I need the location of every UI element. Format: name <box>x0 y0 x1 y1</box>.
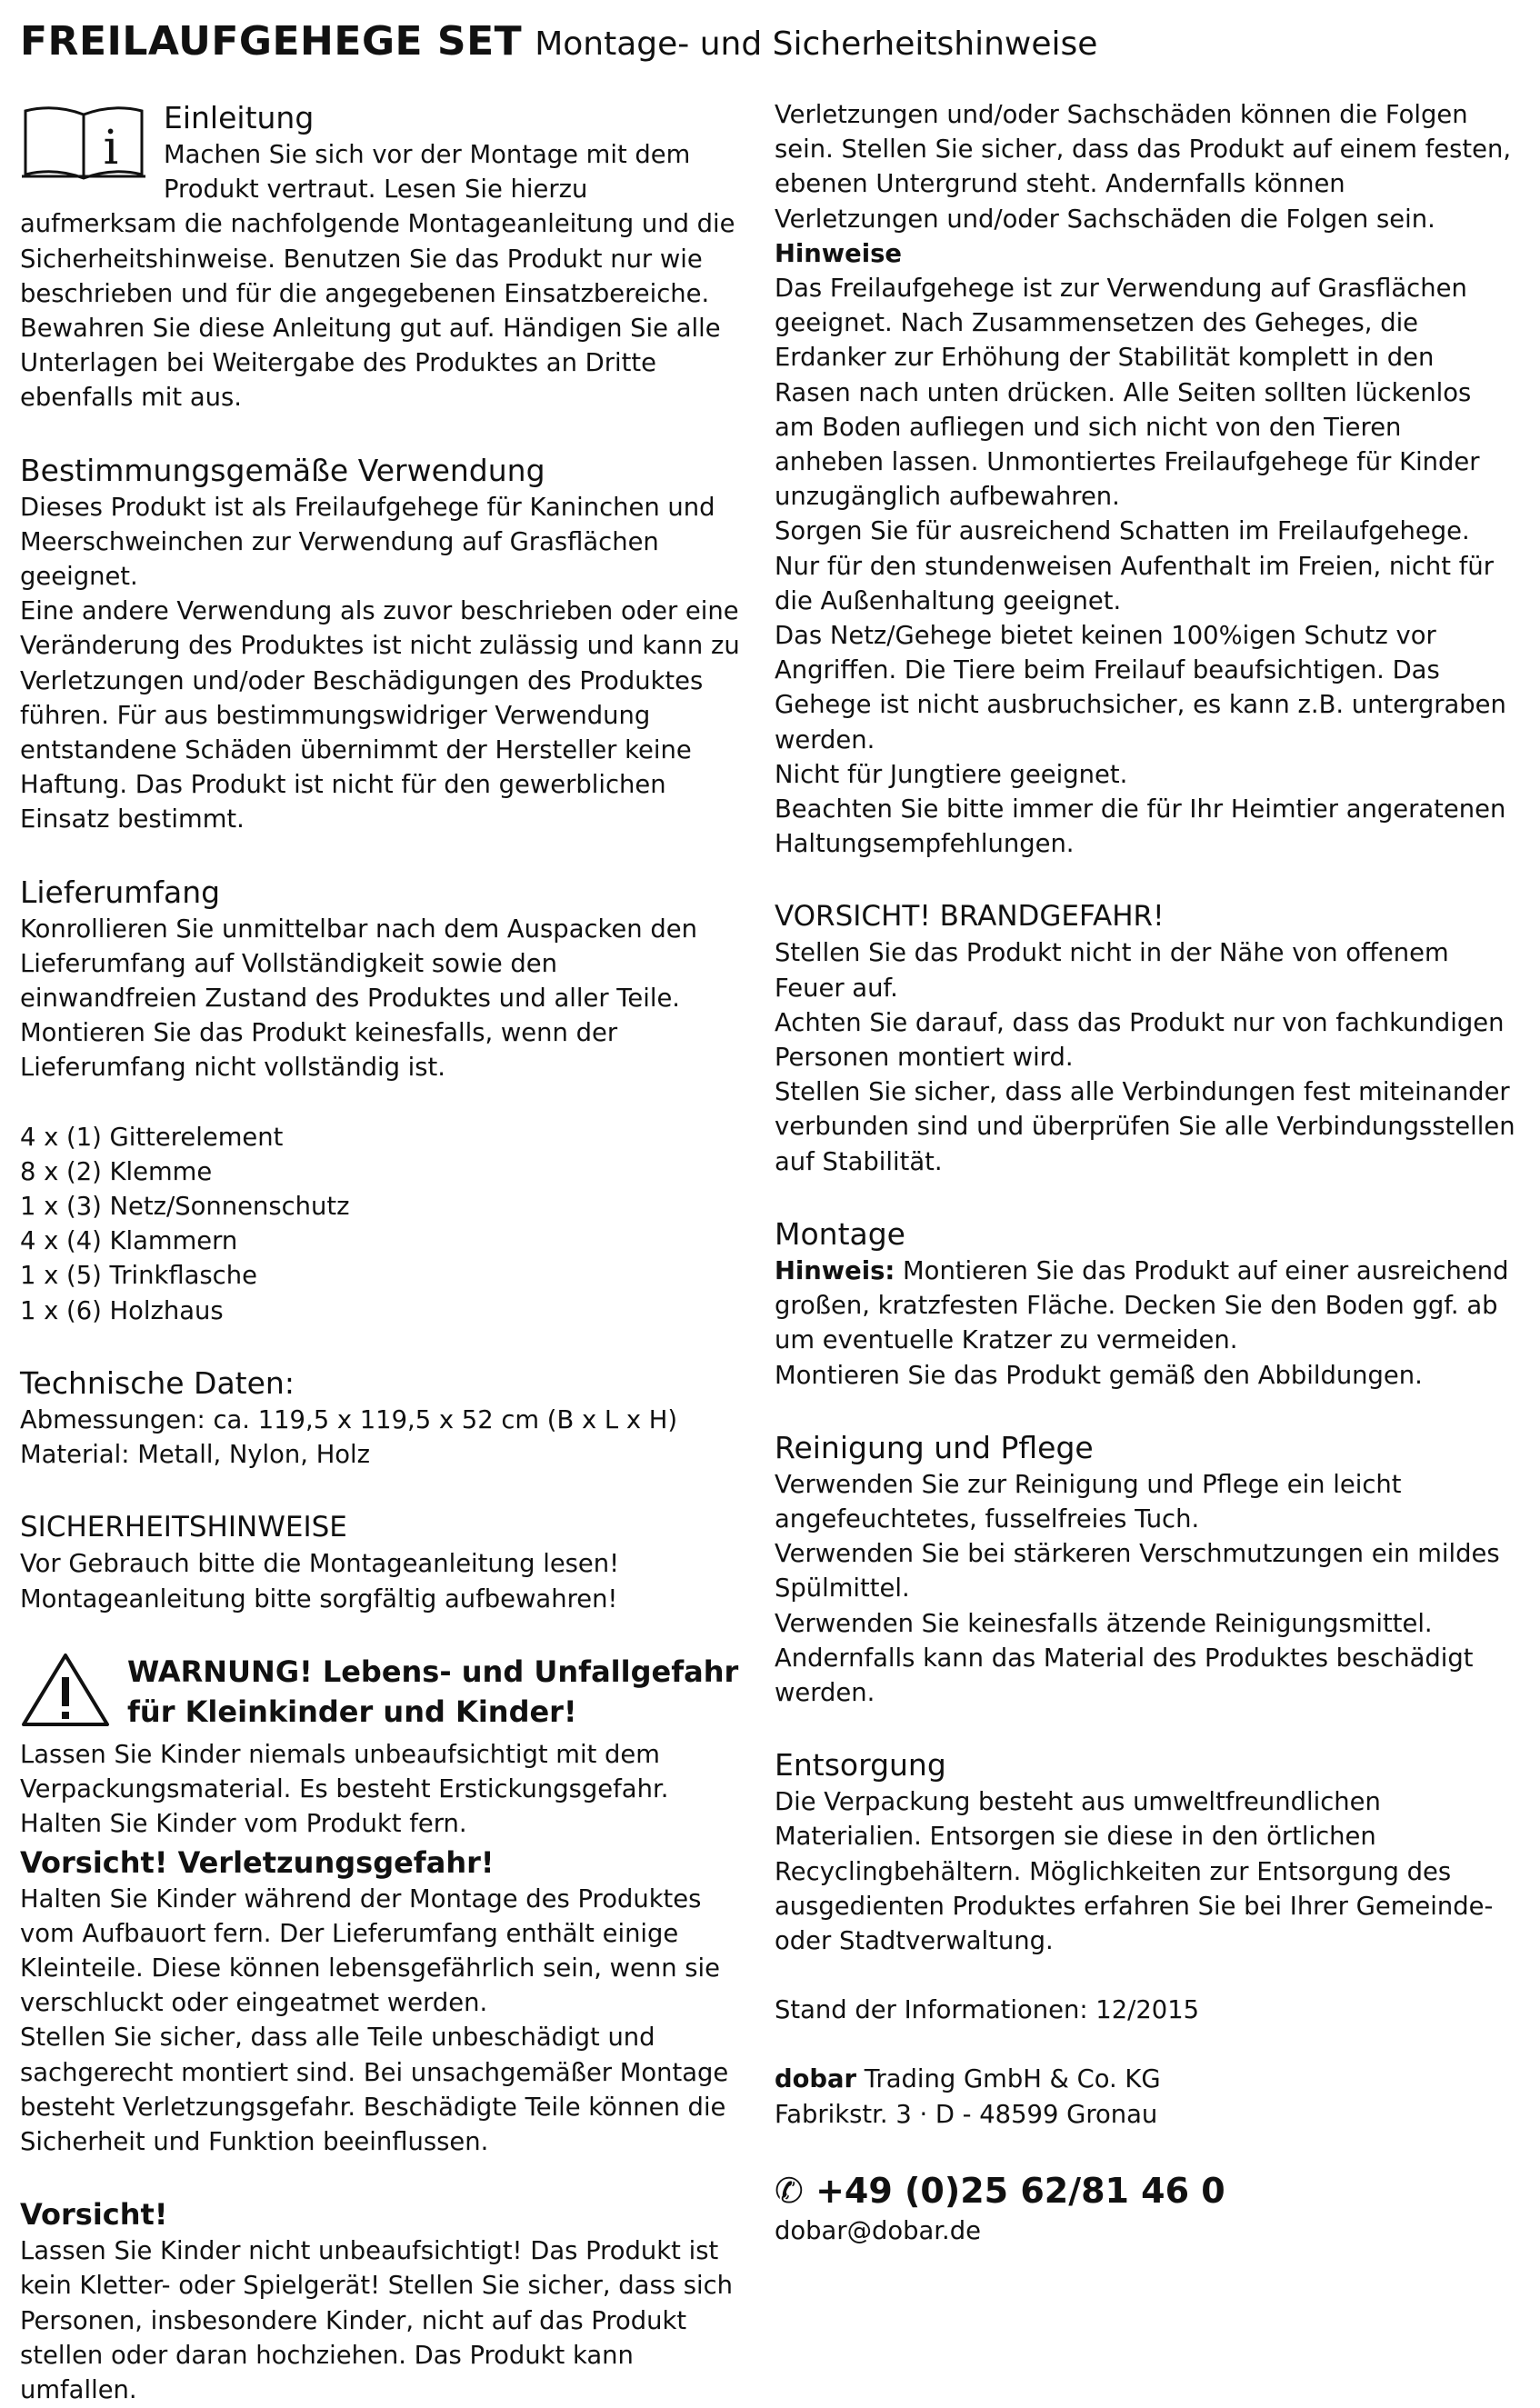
hints-text-1: Das Freilaufgehege ist zur Verwendung auf Grasflächen geeignet. Nach Zusammensetzen des Geheges, die Erdanker zur Erhöhung der Stabilität komplett in den Rasen nach unten drücken. Alle Seiten sollten lückenlos am Boden aufliegen und sich nicht von den Tieren anheben lassen. Unmontiertes Freilaufgehege für Kinder unzugänglich aufbewahren. <box>775 275 1480 512</box>
fire-text-3: Stellen Sie sicher, dass alle Verbindungen fest miteinander verbunden sind und überprüfen Sie alle Verbindungsstellen auf Stabilität. <box>775 1078 1515 1176</box>
list-item: 1 x (5) Trinkflasche <box>20 1262 257 1291</box>
warning-section <box>20 1652 740 1843</box>
page-header <box>20 18 1529 73</box>
warning-triangle-icon <box>20 1652 111 1738</box>
disposal-section <box>775 1745 1515 1959</box>
scope-list <box>20 1121 740 1329</box>
care-section <box>775 1428 1515 1711</box>
intro-text: Machen Sie sich vor der Montage mit dem Produkt vertraut. Lesen Sie hierzu aufmerksam die nachfolgende Montageanleitung und die Sicherheitshinweise. Benutzen Sie das Produkt nur wie beschrieben und für die angegebenen Einsatzbereiche. Bewahren Sie diese Anleitung gut auf. Händigen Sie alle Unterlagen bei Weitergabe des Produktes an Dritte ebenfalls mit aus. <box>20 141 735 413</box>
care-heading: Reinigung und Pflege <box>775 1429 1094 1465</box>
assembly-note-label: Hinweis: <box>775 1256 895 1285</box>
document-subtitle: Montage- und Sicherheitshinweise <box>535 25 1098 63</box>
list-item: 8 x (2) Klemme <box>20 1157 213 1186</box>
injury-text-1: Halten Sie Kinder während der Montage des Produktes vom Aufbauort fern. Der Lieferumfang enthält einige Kleinteile. Diese können lebensgefährlich sein, wenn sie verschluckt oder eingeatmet werden. <box>20 1884 721 2018</box>
hints-text-3: Nur für den stundenweisen Aufenthalt im Freien, nicht für die Außenhaltung geeignet. <box>775 552 1494 615</box>
phone-number[interactable]: +49 (0)25 62/81 46 0 <box>815 2170 1225 2211</box>
caution-section <box>20 2194 740 2408</box>
use-section <box>20 451 740 838</box>
fire-text-2: Achten Sie darauf, dass das Produkt nur von fachkundigen Personen montiert wird. <box>775 1008 1505 1073</box>
caution-text: Lassen Sie Kinder nicht unbeaufsichtigt! Das Produkt ist kein Kletter- oder Spielgerät! Stellen Sie sicher, dass sich Personen, insbesondere Kinder, nicht auf das Produkt stellen oder daran hochziehen. Das Produkt kann umfallen. <box>20 2237 734 2404</box>
care-text-1: Verwenden Sie zur Reinigung und Pflege ein leicht angefeuchtetes, fusselfreies Tuch. <box>775 1470 1402 1534</box>
intro-heading: Einleitung <box>164 100 315 135</box>
hints-text-5: Nicht für Jungtiere geeignet. <box>775 760 1128 789</box>
disposal-heading: Entsorgung <box>775 1747 946 1784</box>
tech-heading: Technische Daten: <box>20 1364 295 1401</box>
hints-section <box>775 237 1515 863</box>
use-heading: Bestimmungsgemäße Verwendung <box>20 452 545 488</box>
injury-section <box>20 1843 740 2161</box>
document-title: FREILAUFGEHEGE SET <box>20 18 523 65</box>
safety-section <box>20 1507 740 1616</box>
svg-text:i: i <box>103 121 119 175</box>
use-text-1: Dieses Produkt ist als Freilaufgehege für Kaninchen und Meerschweinchen zur Verwendung auf Grasflächen geeignet. <box>20 493 715 592</box>
tech-material: Material: Metall, Nylon, Holz <box>20 1441 371 1470</box>
info-date: Stand der Informationen: 12/2015 <box>775 1996 1200 2025</box>
safety-line-1: Vor Gebrauch bitte die Montageanleitung lesen! <box>20 1550 620 1579</box>
fire-heading: VORSICHT! BRANDGEFAHR! <box>775 900 1165 934</box>
email-address[interactable]: dobar@dobar.de <box>775 2216 981 2245</box>
phone-line <box>775 2167 1515 2214</box>
left-column <box>20 98 740 2408</box>
caution-continued-text: Verletzungen und/oder Sachschäden können die Folgen sein. Stellen Sie sicher, dass das Produkt auf einem festen, ebenen Untergrund steht. Andernfalls können Verletzungen und/oder Sachschäden die Folgen sein. <box>775 101 1512 234</box>
caution-heading: Vorsicht! <box>20 2197 168 2233</box>
care-text-3: Verwenden Sie keinesfalls ätzende Reinigungsmittel. Andernfalls kann das Material des Produktes beschädigt werden. <box>775 1609 1474 1707</box>
fire-section <box>775 896 1515 1179</box>
tech-section <box>20 1364 740 1473</box>
intro-section <box>20 98 740 416</box>
list-item: 4 x (4) Klammern <box>20 1227 238 1256</box>
assembly-section <box>775 1214 1515 1394</box>
fire-text-1: Stellen Sie das Produkt nicht in der Nähe von offenem Feuer auf. <box>775 939 1449 1003</box>
company-address: Fabrikstr. 3 · D - 48599 Gronau <box>775 2100 1158 2129</box>
company-suffix: Trading GmbH & Co. KG <box>856 2065 1161 2094</box>
list-item: 1 x (3) Netz/Sonnenschutz <box>20 1193 350 1222</box>
warning-text: Lassen Sie Kinder niemals unbeaufsichtigt mit dem Verpackungsmaterial. Es besteht Erstickungsgefahr. Halten Sie Kinder vom Produkt fern. <box>20 1740 669 1839</box>
phone-icon: ✆ <box>775 2170 804 2211</box>
right-column <box>775 98 1515 2249</box>
care-text-2: Verwenden Sie bei stärkeren Verschmutzungen ein mildes Spülmittel. <box>775 1540 1500 1604</box>
scope-text: Konrollieren Sie unmittelbar nach dem Auspacken den Lieferumfang auf Vollständigkeit sowie den einwandfreien Zustand des Produktes und aller Teile. Montieren Sie das Produkt keinesfalls, wenn der Lieferumfang nicht vollständig ist. <box>20 914 697 1083</box>
injury-heading: Vorsicht! Verletzungsgefahr! <box>20 1844 495 1880</box>
assembly-note-text: Montieren Sie das Produkt auf einer ausreichend großen, kratzfesten Fläche. Decken Sie den Boden ggf. ab um eventuelle Kratzer zu vermeiden. <box>775 1256 1509 1355</box>
hints-text-4: Das Netz/Gehege bietet keinen 100%igen Schutz vor Angriffen. Die Tiere beim Freilauf beaufsichtigen. Das Gehege ist nicht ausbruchsicher, es kann z.B. untergraben werden. <box>775 622 1506 754</box>
use-text-2: Eine andere Verwendung als zuvor beschrieben oder eine Veränderung des Produktes ist nicht zulässig und kann zu Verletzungen und/oder Beschädigungen des Produktes führen. Für aus bestimmungswidriger Verwendung entstandene Schäden übernimmt der Hersteller keine Haftung. Das Produkt ist nicht für den gewerblichen Einsatz bestimmt. <box>20 597 740 834</box>
list-item: 4 x (1) Gitterelement <box>20 1123 284 1152</box>
disposal-text: Die Verpackung besteht aus umweltfreundlichen Materialien. Entsorgen sie diese in den örtlichen Recyclingbehältern. Möglichkeiten zur Entsorgung des ausgedienten Produktes erfahren Sie bei Ihrer Gemeinde- oder Stadtverwaltung. <box>775 1788 1494 1955</box>
tech-dimensions: Abmessungen: ca. 119,5 x 119,5 x 52 cm (B x L x H) <box>20 1405 678 1434</box>
list-item: 1 x (6) Holzhaus <box>20 1296 224 1325</box>
safety-heading: SICHERHEITSHINWEISE <box>20 1511 347 1544</box>
footer-section <box>775 1993 1515 2249</box>
injury-text-2: Stellen Sie sicher, dass alle Teile unbeschädigt und sachgerecht montiert sind. Bei unsachgemäßer Montage besteht Verletzungsgefahr. Beschädigte Teile können die Sicherheit und Funktion beeinflussen. <box>20 2023 729 2156</box>
warning-heading: WARNUNG! Lebens- und Unfallgefahr für Kleinkinder und Kinder! <box>127 1654 739 1729</box>
scope-section <box>20 873 740 1329</box>
assembly-text-2: Montieren Sie das Produkt gemäß den Abbildungen. <box>775 1361 1423 1390</box>
company-brand: dobar <box>775 2065 857 2094</box>
info-book-icon <box>20 98 147 192</box>
hints-heading: Hinweise <box>775 239 902 268</box>
safety-line-2: Montageanleitung bitte sorgfältig aufbewahren! <box>20 1584 618 1614</box>
assembly-note <box>775 1254 1515 1359</box>
company-name <box>775 2063 1515 2097</box>
hints-text-2: Sorgen Sie für ausreichend Schatten im Freilaufgehege. <box>775 517 1470 546</box>
hints-text-6: Beachten Sie bitte immer die für Ihr Heimtier angeratenen Haltungsempfehlungen. <box>775 795 1506 859</box>
assembly-heading: Montage <box>775 1215 905 1252</box>
scope-heading: Lieferumfang <box>20 874 221 910</box>
